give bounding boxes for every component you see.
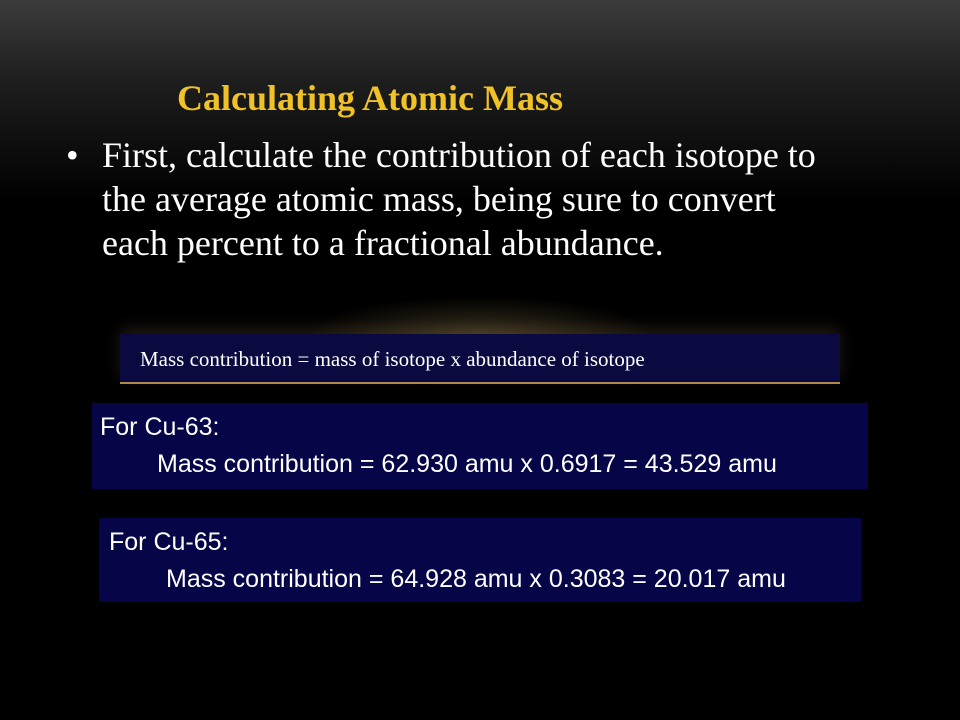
formula-box: Mass contribution = mass of isotope x abundance of isotope (120, 334, 840, 384)
example-heading: For Cu-65: (109, 528, 229, 556)
slide-title: Calculating Atomic Mass (177, 78, 563, 118)
example-box-cu63 (92, 403, 868, 489)
example-heading: For Cu-63: (100, 413, 220, 441)
bullet-dot-icon: • (66, 135, 79, 175)
example-calculation: Mass contribution = 64.928 amu x 0.3083 = 20.017 amu (166, 565, 786, 593)
example-box-cu65 (99, 518, 861, 602)
example-calculation: Mass contribution = 62.930 amu x 0.6917 = 43.529 amu (157, 450, 777, 478)
formula-glow-decoration (300, 296, 660, 336)
bullet-text: First, calculate the contribution of each isotope to the average atomic mass, being sure to convert each percent to a fractional abundance. (102, 135, 816, 263)
bullet-item (66, 133, 846, 265)
